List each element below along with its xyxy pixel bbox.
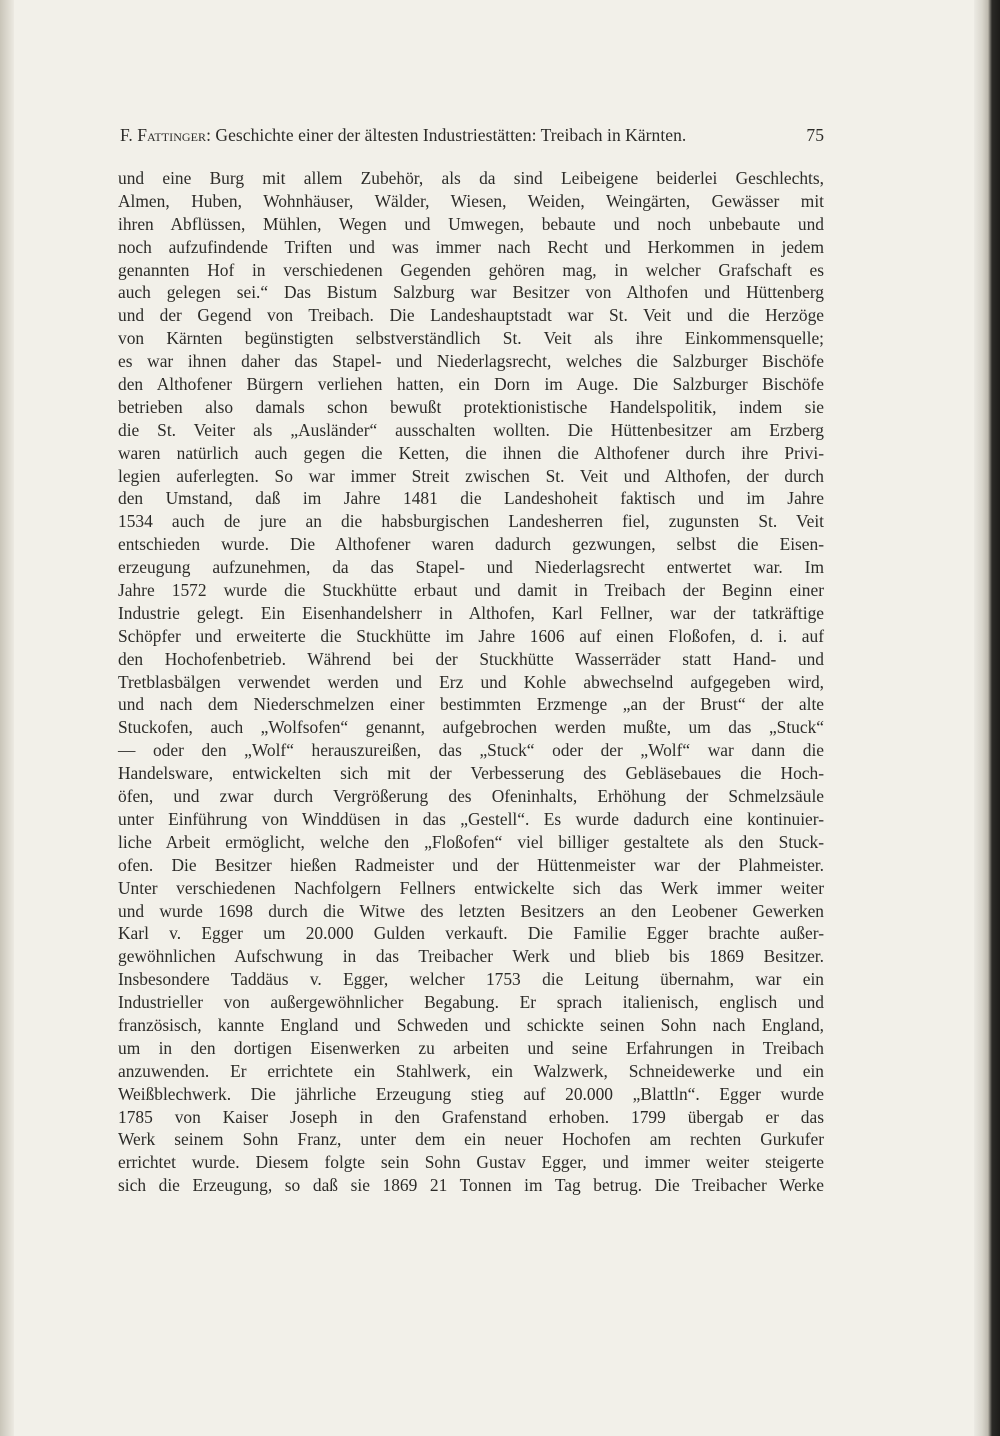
text-line: Almen, Huben, Wohnhäuser, Wälder, Wiesen, Weiden, Weingärten, Gewässer mit [118,190,824,211]
text-line: ofen. Die Besitzer hießen Radmeister und der Hüttenmeister war der Plahmeister. [118,854,824,875]
text-line: den Hochofenbetrieb. Während bei der Stuckhütte Wasserräder statt Hand- und [118,648,824,669]
text-line: Werk seinem Sohn Franz, unter dem ein neuer Hochofen am rechten Gurkufer [118,1129,824,1150]
text-line: den Althofener Bürgern verliehen hatten, ein Dorn im Auge. Die Salzburger Bischöfe [118,374,824,395]
text-line: erzeugung aufzunehmen, da das Stapel- und Niederlagsrecht entwertet war. Im [118,557,824,578]
text-line: genannten Hof in verschiedenen Gegenden gehören mag, in welcher Grafschaft es [118,259,824,280]
text-line: unter Einführung von Winddüsen in das „Gestell“. Es wurde dadurch eine kontinuier- [118,808,824,829]
text-line: es war ihnen daher das Stapel- und Niederlagsrecht, welches die Salzburger Bischöfe [118,351,824,372]
text-line: auch gelegen sei.“ Das Bistum Salzburg war Besitzer von Althofen und Hüttenberg [118,282,824,303]
text-line: und eine Burg mit allem Zubehör, als da sind Leibeigene beiderlei Geschlechts, [118,168,824,188]
text-line: 1534 auch de jure an die habsburgischen Landesherren fiel, zugunsten St. Veit [118,511,824,532]
page-number: 75 [806,125,824,145]
text-line: 1785 von Kaiser Joseph in den Grafenstand erhoben. 1799 übergab er das [118,1106,824,1127]
text-line: anzuwenden. Er errichtete ein Stahlwerk, ein Walzwerk, Schneidewerke und ein [118,1060,824,1081]
text-line: legien auferlegten. So war immer Streit zwischen St. Veit und Althofen, der durch [118,465,824,486]
text-line: Insbesondere Taddäus v. Egger, welcher 1753 die Leitung übernahm, war ein [118,969,824,990]
text-line: Industrieller von außergewöhnlicher Begabung. Er sprach italienisch, englisch und [118,992,824,1013]
page-edge [974,0,1000,1436]
text-line: ihren Abflüssen, Mühlen, Wegen und Umwegen, bebaute und noch unbebaute und [118,213,824,234]
text-line: und der Gegend von Treibach. Die Landeshauptstadt war St. Veit und die Herzöge [118,305,824,326]
page-gutter-shadow [0,0,14,1436]
text-line: Tretblasbälgen verwendet werden und Erz und Kohle abwechselnd aufgegeben wird, [118,671,824,692]
text-line: Karl v. Egger um 20.000 Gulden verkauft. Die Familie Egger brachte außer- [118,923,824,944]
text-line: die St. Veiter als „Ausländer“ ausschalten wollten. Die Hüttenbesitzer am Erzberg [118,419,824,440]
text-line: Unter verschiedenen Nachfolgern Fellners entwickelte sich das Werk immer weiter [118,877,824,898]
header-author: F. Fattinger: [120,125,211,145]
text-line: waren natürlich auch gegen die Ketten, die ihnen die Althofener durch ihre Privi- [118,442,824,463]
text-line: noch aufzufindende Triften und was immer nach Recht und Herkommen in jedem [118,236,824,257]
body-text [118,167,824,1197]
header-title: Geschichte einer der ältesten Industriestätten: Treibach in Kärnten. [215,125,687,145]
text-line: den Umstand, daß im Jahre 1481 die Landeshoheit faktisch und im Jahre [118,488,824,509]
text-line: — oder den „Wolf“ herauszureißen, das „Stuck“ oder der „Wolf“ war dann die [118,740,824,761]
text-line: Stuckofen, auch „Wolfsofen“ genannt, aufgebrochen werden mußte, um das „Stuck“ [118,717,824,738]
text-line: Jahre 1572 wurde die Stuckhütte erbaut und damit in Treibach der Beginn einer [118,580,824,601]
text-line: und nach dem Niederschmelzen einer bestimmten Erzmenge „an der Brust“ der alte [118,694,824,715]
text-line: betrieben also damals schon bewußt protektionistische Handelspolitik, indem sie [118,396,824,417]
text-line: um in den dortigen Eisenwerken zu arbeiten und seine Erfahrungen in Treibach [118,1037,824,1058]
text-line: Handelsware, entwickelten sich mit der Verbesserung des Gebläsebaues die Hoch- [118,763,824,784]
text-line: gewöhnlichen Aufschwung in das Treibacher Werk und blieb bis 1869 Besitzer. [118,946,824,967]
text-line: Schöpfer und erweiterte die Stuckhütte im Jahre 1606 auf einen Floßofen, d. i. auf [118,625,824,646]
text-line: sich die Erzeugung, so daß sie 1869 21 Tonnen im Tag betrug. Die Treibacher Werke [118,1175,824,1196]
text-line: Weißblechwerk. Die jährliche Erzeugung stieg auf 20.000 „Blattln“. Egger wurde [118,1083,824,1104]
text-line: und wurde 1698 durch die Witwe des letzten Besitzers an den Leobener Gewerken [118,900,824,921]
text-line: von Kärnten begünstigten selbstverständlich St. Veit als ihre Einkommensquelle; [118,328,824,349]
text-line: entschieden wurde. Die Althofener waren dadurch gezwungen, selbst die Eisen- [118,534,824,555]
text-line: errichtet wurde. Diesem folgte sein Sohn Gustav Egger, und immer weiter steigerte [118,1152,824,1173]
text-line: französisch, kannte England und Schweden und schickte seinen Sohn nach England, [118,1014,824,1035]
text-line: Industrie gelegt. Ein Eisenhandelsherr in Althofen, Karl Fellner, war der tatkräftige [118,602,824,623]
header-left [120,125,686,146]
text-line: liche Arbeit ermöglicht, welche den „Floßofen“ viel billiger gestaltete als den Stuck- [118,831,824,852]
running-header [120,125,824,146]
text-line: öfen, und zwar durch Vergrößerung des Ofeninhalts, Erhöhung der Schmelzsäule [118,786,824,807]
